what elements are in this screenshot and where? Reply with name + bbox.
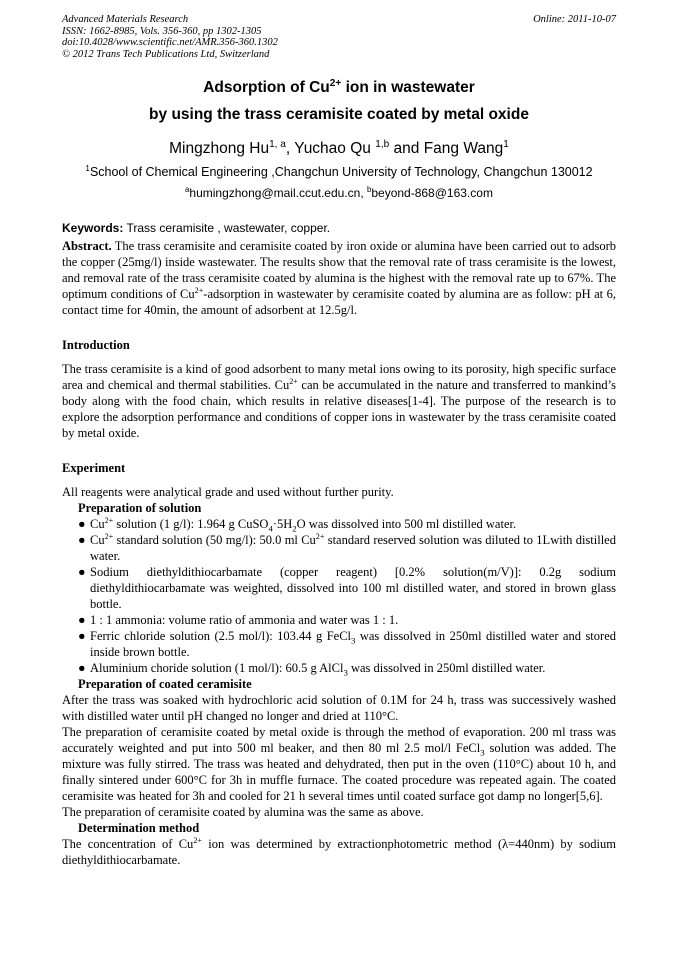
- experiment-heading: Experiment: [62, 461, 126, 475]
- reagents-note: All reagents were analytical grade and used without further purity.: [62, 485, 394, 499]
- list-item: ● $Cu^{2+}$ standard solution (50 mg/l): 50.0 ml $Cu^{2+}$ standard reserved solution was diluted to 1Lwith distilled water.: [78, 531, 616, 563]
- author-list: Mingzhong Hu$^{1, a}$, Yuchao Qu $^{1,b}$ and Fang Wang$^1$: [169, 138, 509, 157]
- copyright-line: © 2012 Trans Tech Publications Ltd, Switzerland: [62, 48, 270, 60]
- list-item: ● Aluminium choride solution (1 mol/l): 60.5 g AlCl$_3$ was dissolved in 250ml distilled water.: [78, 661, 546, 678]
- experiment-section: [62, 484, 616, 868]
- introduction-heading: Introduction: [62, 338, 130, 352]
- abstract: Abstract. The trass ceramisite and ceramisite coated by iron oxide or alumina have been carried out to adsorb the copper (25mg/l) inside wastewater. The results show that the removal rate of trass ceramisite is the lowest, and removal rate of the trass ceramisite coated by alumina is the highest with the removal rate up to 67%. The optimum conditions of $Cu^{2+}$-adsorption in wastewater by ceramisite coated by alumina are as follow: pH at 6, contact time for 40min, the amount of adsorbent at 12.5g/l.: [62, 239, 616, 317]
- paper-title-line-2: by using the trass ceramisite coated by metal oxide: [149, 106, 529, 123]
- keywords: Keywords: Trass ceramisite , wastewater, copper.: [62, 221, 331, 235]
- bullet-icon: ●: [78, 517, 86, 531]
- paragraph: The concentration of $Cu^{2+}$ ion was determined by extractionphotometric method (λ=440nm) by sodium diethyldithiocarbamate.: [62, 835, 616, 867]
- online-date: Online: 2011-10-07: [533, 14, 616, 25]
- paragraph: The preparation of ceramisite coated by alumina was the same as above.: [62, 805, 424, 819]
- list-item: ● Ferric chloride solution (2.5 mol/l): 103.44 g FeCl$_3$ was dissolved in 250ml distilled water and stored inside brown bottle.: [78, 629, 616, 659]
- list-item: ● 1 : 1 ammonia: volume ratio of ammonia and water was 1 : 1.: [78, 613, 399, 627]
- author-emails: $^a$humingzhong@mail.ccut.edu.cn, $^b$beyond-868@163.com: [185, 185, 493, 200]
- issn-line: ISSN: 1662-8985, Vols. 356-360, pp 1302-1305: [62, 25, 262, 37]
- bullet-icon: ●: [78, 565, 86, 579]
- paragraph: After the trass was soaked with hydrochloric acid solution of 0.1M for 24 h, trass was successively washed with distilled water until pH changed no longer and dried at 110°C.: [62, 693, 616, 723]
- list-item: ● Sodium diethyldithiocarbamate (copper reagent) [0.2% solution(m/V)]: 0.2g sodium diethyldithiocarbamate was weighted, dissolved into 100 ml distilled water, and stored in brown glass bottle.: [78, 565, 616, 611]
- bullet-icon: ●: [78, 661, 86, 675]
- paragraph: The preparation of ceramisite coated by metal oxide is through the method of evaporation. 200 ml trass was accurately weighted and put into 500 ml beaker, and then 80 ml 2.5 mol/l FeCl$_3$ solution was added. The mixture was fully stirred. The trass was heated and dehydrated, then put in the oven (110°C) about 10 h, and finally sintered under 600°C for 3h in muffle furnace. The coated procedure was repeated again. The coated ceramisite was heated for 3h and cooled for 21 h several times until coated surface got damp no longer[5,6].: [62, 725, 616, 803]
- journal-name: Advanced Materials Research: [62, 14, 189, 25]
- solution-list: [62, 516, 616, 676]
- journal-header: [62, 14, 616, 60]
- list-item: ● $Cu^{2+}$ solution (1 g/l): 1.964 g $CuSO_4\cdot 5H_2O$ was dissolved into 500 ml distilled water.: [78, 515, 517, 534]
- doi-line: doi:10.4028/www.scientific.net/AMR.356-360.1302: [62, 37, 278, 48]
- preparation-of-solution-heading: Preparation of solution: [78, 501, 202, 515]
- paper-title-line-1: Adsorption of $Cu^{2+}$ ion in wastewater: [203, 77, 475, 96]
- introduction-text: The trass ceramisite is a kind of good adsorbent to many metal ions owing to its porosity, high specific surface area and chemical and thermal stabilities. $Cu^{2+}$ can be accumulated in the nature and transferred to mankind’s body along with the food chain, which results in relative diseases[1-4]. The purpose of the research is to explore the adsorption performance and conditions of copper ions in wastewater by the trass ceramisite coated by metal oxide.: [62, 362, 616, 440]
- bullet-icon: ●: [78, 629, 86, 643]
- determination-method-heading: Determination method: [78, 821, 200, 835]
- affiliation: $^1$School of Chemical Engineering ,Changchun University of Technology, Changchun 130012: [85, 163, 593, 179]
- bullet-icon: ●: [78, 533, 86, 547]
- preparation-of-coated-ceramisite-heading: Preparation of coated ceramisite: [78, 677, 252, 691]
- bullet-icon: ●: [78, 613, 86, 627]
